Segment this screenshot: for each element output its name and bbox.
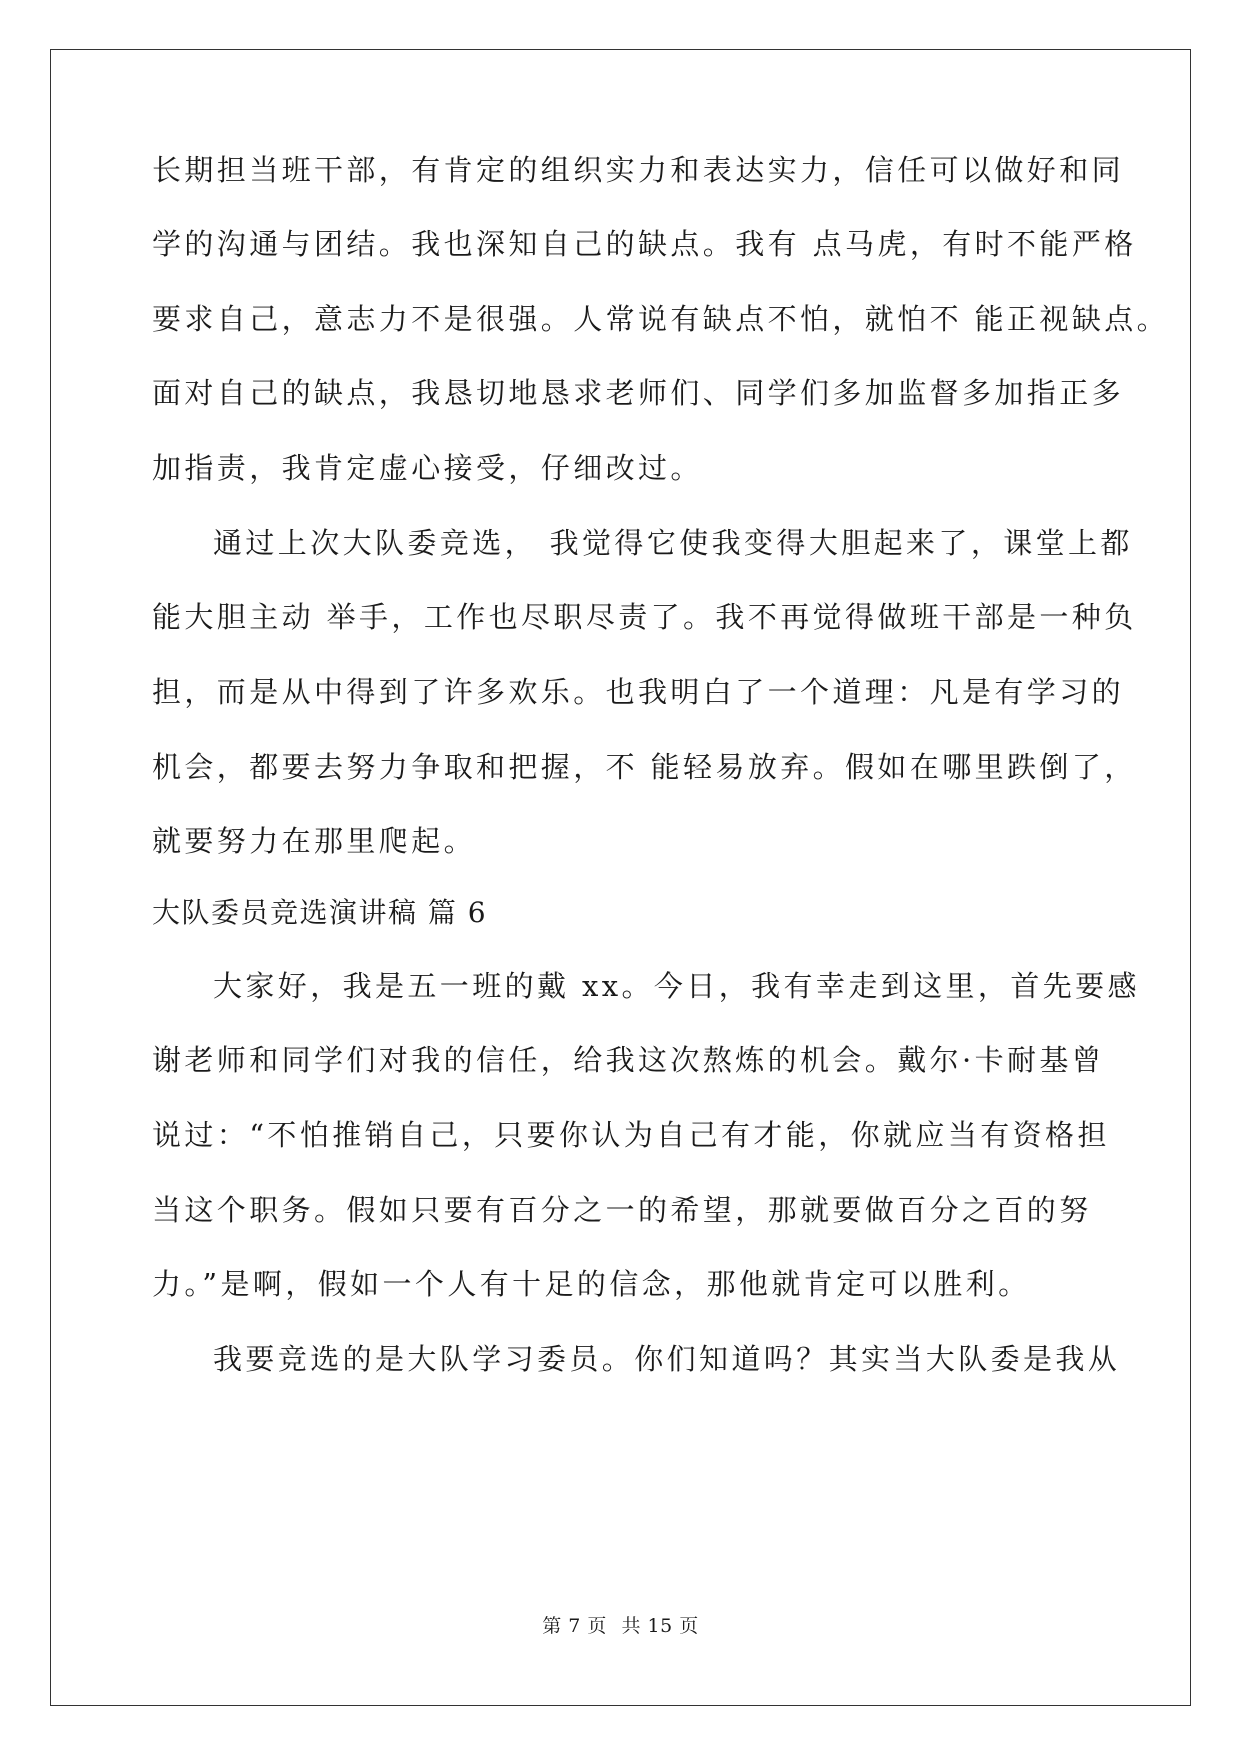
section-heading: 大队委员竞选演讲稿 篇 6 — [152, 896, 488, 929]
body-line-3: 要求自己，意志力不是很强。人常说有缺点不怕，就怕不 能正视缺点。 — [152, 302, 1170, 336]
body-line-1: 长期担当班干部，有肯定的组织实力和表达实力，信任可以做好和同 — [152, 153, 1125, 187]
body-line-5: 加指责，我肯定虚心接受，仔细改过。 — [152, 451, 703, 485]
body-line-2: 学的沟通与团结。我也深知自己的缺点。我有 点马虎，有时不能严格 — [152, 227, 1137, 261]
body-line-12: 大家好，我是五一班的戴 xx。今日，我有幸走到这里，首先要感 — [213, 969, 1140, 1003]
body-line-7: 能大胆主动 举手，工作也尽职尽责了。我不再觉得做班干部是一种负 — [152, 600, 1137, 634]
body-line-10: 就要努力在那里爬起。 — [152, 824, 477, 858]
page-footer — [0, 1617, 1241, 1636]
page-total: 共 15 页 — [621, 1615, 699, 1637]
body-line-6: 通过上次大队委竞选， 我觉得它使我变得大胆起来了，课堂上都 — [213, 526, 1133, 560]
page-number: 第 7 页 — [542, 1615, 607, 1637]
body-line-17: 我要竞选的是大队学习委员。你们知道吗？其实当大队委是我从 — [213, 1342, 1121, 1376]
body-line-16: 力。”是啊，假如一个人有十足的信念，那他就肯定可以胜利。 — [152, 1267, 1031, 1301]
body-line-9: 机会，都要去努力争取和把握，不 能轻易放弃。假如在哪里跌倒了， — [152, 750, 1137, 784]
body-line-13: 谢老师和同学们对我的信任，给我这次熬炼的机会。戴尔·卡耐基曾 — [152, 1043, 1105, 1077]
page-border — [50, 49, 1191, 1706]
body-line-15: 当这个职务。假如只要有百分之一的希望，那就要做百分之百的努 — [152, 1193, 1092, 1227]
body-line-8: 担，而是从中得到了许多欢乐。也我明白了一个道理：凡是有学习的 — [152, 675, 1125, 709]
body-line-4: 面对自己的缺点，我恳切地恳求老师们、同学们多加监督多加指正多 — [152, 376, 1125, 410]
body-line-14: 说过：“不怕推销自己，只要你认为自己有才能，你就应当有资格担 — [152, 1118, 1110, 1152]
